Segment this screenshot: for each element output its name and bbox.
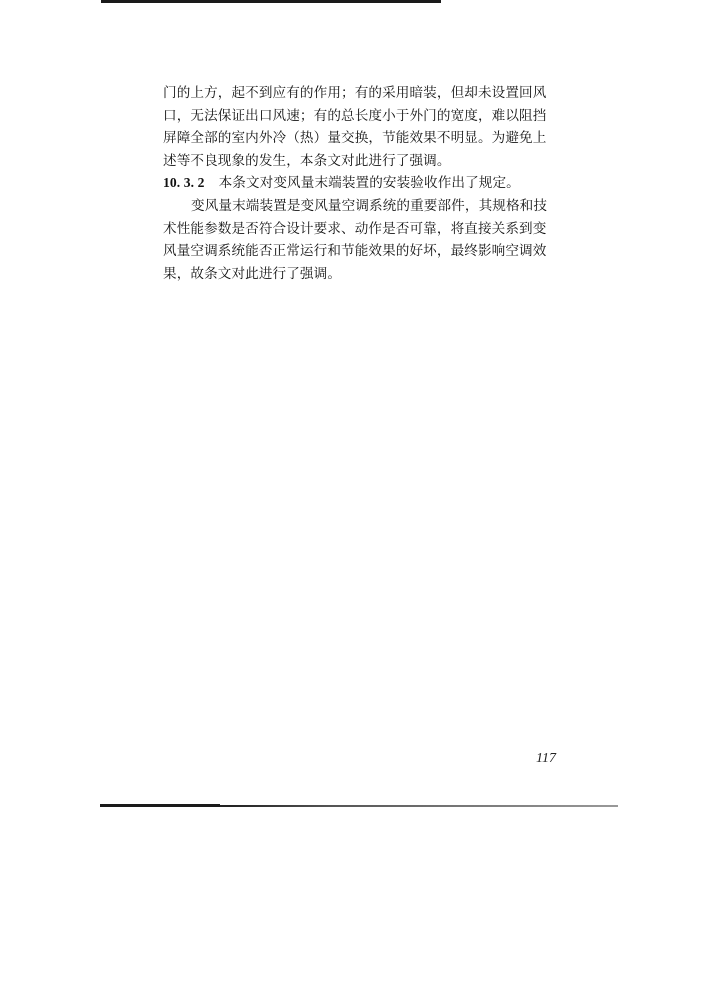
page-number: 117 bbox=[536, 751, 556, 766]
bottom-rule-thick bbox=[100, 804, 220, 807]
clause-heading bbox=[163, 172, 581, 195]
explanation-line: 果，故条文对此进行了强调。 bbox=[163, 265, 342, 282]
clause-number: 10. 3. 2 bbox=[163, 175, 205, 191]
paragraph-line: 门的上方，起不到应有的作用；有的采用暗装，但却未设置回风 bbox=[163, 85, 547, 101]
explanation-line: 术性能参数是否符合设计要求、动作是否可靠，将直接关系到变 bbox=[163, 220, 547, 237]
explanation-line: 风量空调系统能否正常运行和节能效果的好坏，最终影响空调效 bbox=[163, 243, 547, 260]
clause-text: 本条文对变风量末端装置的安装验收作出了规定。 bbox=[218, 175, 520, 192]
top-rule bbox=[101, 0, 441, 3]
explanation-line: 变风量末端装置是变风量空调系统的重要部件，其规格和技 bbox=[191, 197, 548, 214]
page-body-text bbox=[163, 82, 581, 285]
paragraph-line: 屏障全部的室内外冷（热）量交换，节能效果不明显。为避免上 bbox=[163, 130, 547, 147]
paragraph-line: 口，无法保证出口风速；有的总长度小于外门的宽度，难以阻挡 bbox=[163, 107, 547, 124]
paragraph-line: 述等不良现象的发生，本条文对此进行了强调。 bbox=[163, 152, 451, 169]
